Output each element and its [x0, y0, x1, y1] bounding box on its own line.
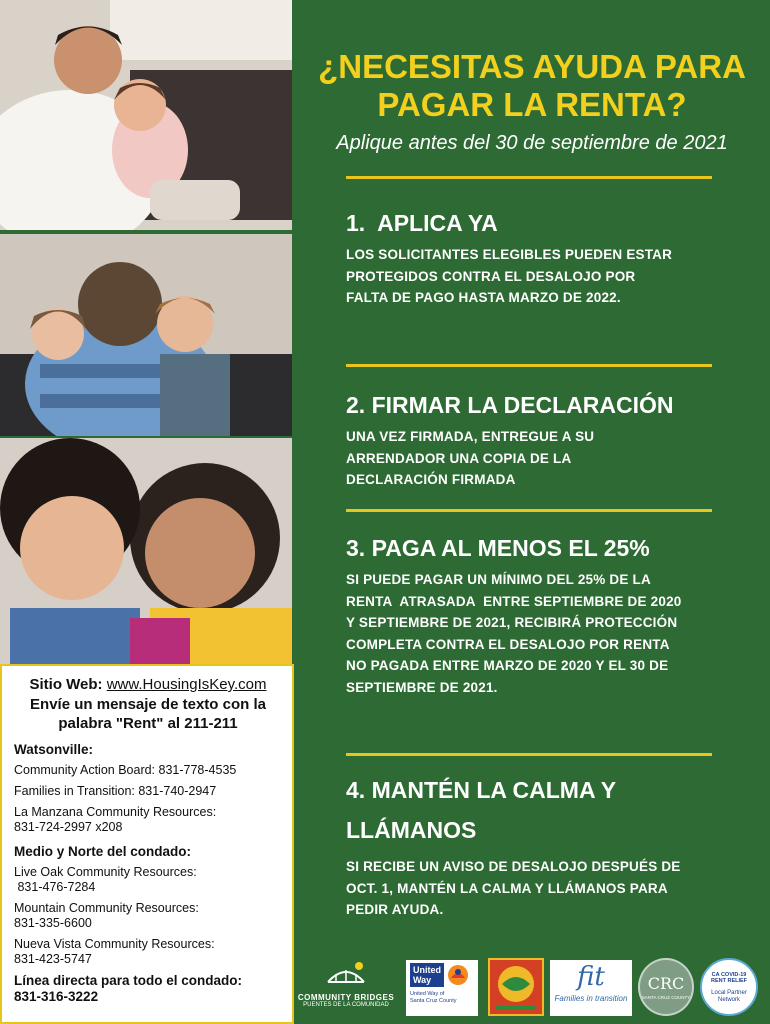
community-bridges-subname: PUENTES DE LA COMUNIDAD	[303, 1002, 389, 1008]
step-4	[346, 770, 746, 921]
website-line	[14, 676, 282, 693]
contact-entry	[14, 901, 282, 931]
crc-name: SANTA CRUZ COUNTY	[641, 995, 691, 1000]
divider	[346, 176, 712, 179]
cacovid-partner-1: Local Partner	[711, 990, 747, 996]
page-title	[294, 48, 770, 124]
sms-line-2: palabra "Rent" al 211-211	[58, 715, 238, 732]
step-body: SI PUEDE PAGAR UN MÍNIMO DEL 25% DE LA RENTA ATRASADA ENTRE SEPTIEMBRE DE 2020 Y SEPTIEMBRE DE 2021, RECIBIRÁ PROTECCIÓN COMPLETA CONTRA EL DESALOJO POR RENTA NO PAGADA ENTRE MARZO DE 2020 Y EL 30 DE SEPTIEMBRE DE 2021.	[346, 572, 686, 695]
website-link[interactable]: www.HousingIsKey.com	[106, 676, 267, 693]
crc-logo	[638, 958, 694, 1016]
contact-entry-line: Mountain Community Resources:	[14, 901, 199, 915]
hotline-phone: 831-316-3222	[14, 989, 99, 1004]
contact-entry	[14, 865, 282, 895]
united-way-mark-1: United	[413, 965, 441, 975]
photo-girl-and-grandmother	[0, 438, 292, 664]
fit-name: Families in transition	[554, 994, 628, 1003]
website-separator: :	[97, 676, 107, 693]
step-1	[346, 208, 746, 309]
step-3	[346, 533, 746, 698]
ca-covid-rent-relief-logo	[700, 958, 758, 1016]
united-way-sub-2: Santa Cruz County	[410, 998, 457, 1004]
title-line-1: ¿NECESITAS AYUDA PARA	[318, 48, 746, 85]
united-way-mark-2: Way	[413, 975, 432, 985]
deadline-subtitle: Aplique antes del 30 de septiembre de 2021	[336, 132, 728, 154]
community-bridges-name: COMMUNITY BRIDGES	[297, 993, 395, 1002]
community-bridges-logo	[294, 960, 398, 1016]
contact-entry	[14, 784, 282, 799]
title-line-2: PAGAR LA RENTA?	[377, 86, 687, 123]
cacovid-title-2: RENT RELIEF	[710, 978, 748, 984]
united-way-hand-icon	[447, 964, 469, 986]
divider	[346, 364, 712, 367]
contact-entry	[14, 805, 282, 835]
contact-entry	[14, 763, 282, 778]
partner-logos	[294, 956, 770, 1020]
step-heading: 1. APLICA YA	[346, 210, 498, 236]
contact-entry-line: Live Oak Community Resources:	[14, 865, 197, 879]
step-body: UNA VEZ FIRMADA, ENTREGUE A SU ARRENDADOR UNA COPIA DE LA DECLARACIÓN FIRMADA	[346, 429, 595, 487]
contact-entry-line: Families in Transition: 831-740-2947	[14, 784, 217, 798]
contact-entry	[14, 937, 282, 967]
contact-entry-line: La Manzana Community Resources:	[14, 805, 217, 819]
globe-hands-icon	[490, 960, 542, 1014]
cacovid-title-1: CA COVID-19	[711, 972, 747, 978]
crc-mark: CRC	[647, 974, 685, 993]
watsonville-heading: Watsonville:	[14, 742, 94, 757]
hotline-heading: Línea directa para todo el condado:	[14, 973, 243, 988]
county-heading: Medio y Norte del condado:	[14, 844, 192, 859]
photo-father-and-daughter	[0, 0, 292, 230]
step-body: LOS SOLICITANTES ELEGIBLES PUEDEN ESTAR PROTEGIDOS CONTRA EL DESALOJO POR FALTA DE PAGO HASTA MARZO DE 2022.	[346, 247, 673, 305]
united-way-sub-1: United Way of	[410, 991, 445, 997]
divider	[346, 509, 712, 512]
divider	[346, 753, 712, 756]
fit-mark: fit	[577, 962, 605, 992]
contact-entry-line: Nueva Vista Community Resources:	[14, 937, 215, 951]
step-heading: 3. PAGA AL MENOS EL 25%	[346, 535, 650, 561]
contact-entry-phone: 831-423-5747	[14, 952, 92, 966]
main-content	[294, 0, 770, 1024]
contact-entry-phone: 831-724-2997 x208	[14, 820, 123, 834]
step-heading: 2. FIRMAR LA DECLARACIÓN	[346, 392, 674, 418]
sms-instructions	[14, 695, 282, 733]
step-2	[346, 390, 746, 491]
step-heading: 4. MANTÉN LA CALMA Y LLÁMANOS	[346, 777, 616, 843]
united-way-logo	[406, 960, 478, 1016]
cacovid-partner-2: Network	[717, 997, 740, 1003]
contact-entry-line: Community Action Board: 831-778-4535	[14, 763, 237, 777]
photo-children-hugging	[0, 234, 292, 436]
sms-line-1: Envíe un mensaje de texto con la	[30, 696, 266, 713]
contact-entry-phone: 831-476-7284	[14, 880, 96, 894]
community-action-board-logo	[488, 958, 544, 1016]
contact-entry-phone: 831-335-6600	[14, 916, 92, 930]
step-body: SI RECIBE UN AVISO DE DESALOJO DESPUÉS DE OCT. 1, MANTÉN LA CALMA Y LLÁMANOS PARA PEDIR AYUDA.	[346, 859, 681, 917]
bridge-icon	[326, 960, 366, 988]
contact-panel	[0, 664, 294, 1024]
website-label: Sitio Web	[29, 676, 98, 693]
families-in-transition-logo	[550, 960, 632, 1016]
